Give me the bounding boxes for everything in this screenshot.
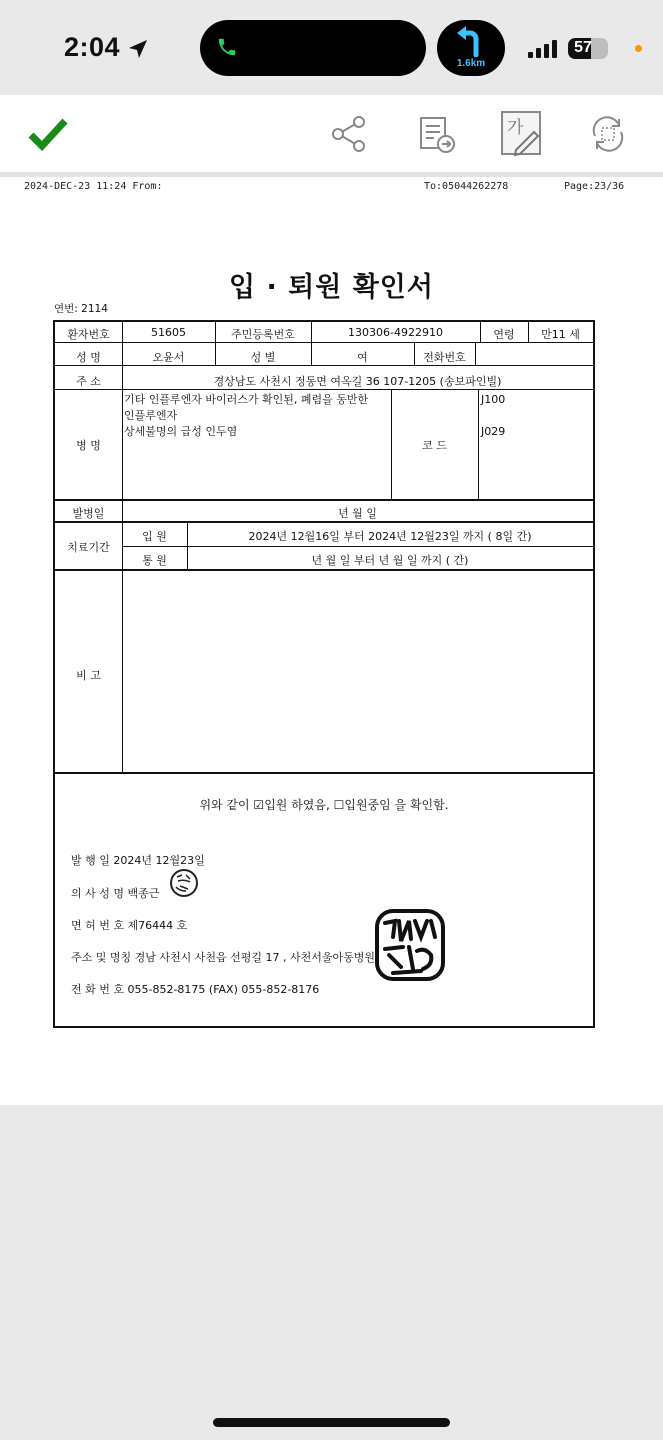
home-indicator[interactable]	[213, 1418, 450, 1427]
privacy-indicator-dot	[635, 45, 642, 52]
call-island[interactable]	[200, 20, 426, 76]
share-icon[interactable]	[330, 115, 368, 153]
disease-line-3: 상세불명의 급성 인두염	[124, 425, 238, 438]
doctor-seal-stamp	[168, 867, 200, 899]
document-title: 입 · 퇴원 확인서	[229, 272, 434, 303]
navigation-distance: 1.6km	[456, 58, 486, 69]
value-sex: 여	[357, 351, 368, 364]
label-age: 연령	[493, 328, 515, 341]
value-outpatient: 년 월 일 부터 년 월 일 까지 ( 간)	[311, 554, 469, 567]
value-age: 만11 세	[541, 328, 580, 341]
signal-icon	[528, 40, 560, 58]
label-resident-no: 주민등록번호	[231, 328, 295, 341]
hospital-tel: 전 화 번 호 055-852-8175 (FAX) 055-852-8176	[71, 983, 320, 996]
turn-left-icon	[454, 25, 488, 57]
disease-line-1: 기타 인플루엔자 바이러스가 확인된, 폐렴을 동반한	[124, 393, 369, 406]
serial-number: 연번: 2114	[54, 303, 108, 315]
battery-icon	[568, 38, 608, 59]
status-time: 2:04	[64, 32, 121, 62]
checkmark-icon[interactable]	[28, 117, 68, 151]
label-phone: 전화번호	[423, 351, 466, 364]
value-address: 경상남도 사천시 정동면 여옥길 36 107-1205 (송보파인빌)	[213, 375, 502, 388]
label-code: 코 드	[422, 439, 447, 452]
value-onset: 년 월 일	[338, 507, 377, 520]
status-bar	[0, 0, 663, 95]
location-arrow-icon	[127, 38, 149, 60]
edit-text-icon[interactable]	[500, 110, 542, 156]
label-address: 주 소	[76, 375, 101, 388]
value-resident-no: 130306-4922910	[348, 326, 443, 339]
label-inpatient: 입 원	[142, 530, 167, 543]
doctor-name: 의 사 성 명 백종근	[71, 887, 160, 900]
license-number: 면 허 번 호 제76444 호	[71, 919, 188, 932]
navigation-pill[interactable]	[437, 20, 505, 76]
document-send-icon[interactable]	[418, 115, 458, 155]
value-name: 오윤서	[152, 351, 185, 364]
viewer-toolbar	[0, 95, 663, 175]
phone-icon	[216, 36, 238, 58]
battery-percent: 57	[574, 39, 592, 56]
disease-list	[124, 392, 390, 440]
hospital-address: 주소 및 명칭 경남 사천시 사천읍 선평길 17 , 사천서울아동병원	[71, 951, 375, 964]
disease-line-2: 인플루엔자	[124, 409, 178, 422]
value-patient-no: 51605	[151, 326, 186, 339]
fax-header-page: Page:23/36	[564, 181, 625, 192]
confirmation-statement: 위와 같이 ☑입원 하였음, ☐입원중임 을 확인함.	[199, 798, 449, 812]
fax-header-left: 2024-DEC-23 11:24 From:	[24, 181, 163, 192]
document-page[interactable]	[0, 172, 663, 1105]
label-outpatient: 통 원	[142, 554, 167, 567]
label-remarks: 비 고	[76, 669, 101, 682]
svg-text:가: 가	[507, 118, 524, 138]
label-patient-no: 환자번호	[67, 328, 110, 341]
label-onset: 발병일	[72, 507, 105, 520]
label-name: 성 명	[76, 351, 101, 364]
code-2: J029	[481, 425, 506, 438]
label-period: 치료기간	[67, 541, 110, 554]
code-1: J100	[481, 393, 506, 406]
label-sex: 성 별	[250, 351, 276, 364]
admission-form-table	[53, 320, 595, 1028]
rotate-icon[interactable]	[588, 114, 628, 154]
label-disease: 병 명	[76, 439, 101, 452]
fax-header-to: To:05044262278	[424, 181, 509, 192]
value-inpatient: 2024년 12월16일 부터 2024년 12월23일 까지 ( 8일 간)	[248, 530, 532, 543]
hospital-seal-stamp	[373, 907, 447, 983]
issue-date: 발 행 일 2024년 12월23일	[71, 854, 205, 867]
